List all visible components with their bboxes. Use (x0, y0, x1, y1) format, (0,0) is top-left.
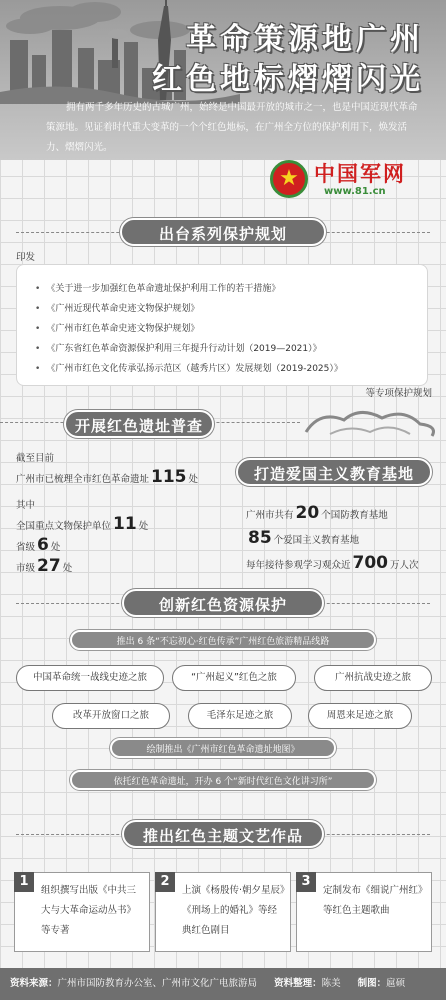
survey-total-value: 115 (151, 467, 187, 487)
work-card-text: 组织撰写出版《中共三大与大革命运动丛书》等专著 (41, 885, 137, 936)
route-mao-zedong: 毛泽东足迹之旅 (188, 703, 292, 729)
compiler-label: 资料整理： (274, 978, 322, 989)
plan-item: • 《广州市红色革命史迹文物保护规划》 (35, 319, 427, 339)
plans-lead: 印发 (16, 252, 36, 263)
plan-item: • 《广州近现代革命史迹文物保护规划》 (35, 299, 427, 319)
brand-logo (264, 156, 440, 206)
work-card-text: 定制发布《细说广州红》等红色主题歌曲 (323, 885, 423, 916)
header-banner (0, 0, 446, 160)
work-card-number: 2 (155, 872, 175, 892)
survey-among: 其中 (16, 500, 36, 511)
source-label: 资料来源： (10, 978, 58, 989)
tour-lines-launch: 推出 6 条“不忘初心·红色传承”广州红色旅游精品线路 (70, 630, 376, 650)
section-title-artworks: 推出红色主题文艺作品 (122, 820, 324, 848)
plan-item: • 《广东省红色革命资源保护利用三年提升行动计划（2019—2021）》 (35, 339, 427, 359)
work-card-plays (155, 872, 291, 952)
route-zhou-enlai: 周恩来足迹之旅 (308, 703, 412, 729)
compiler-text: 陈美 (321, 978, 341, 989)
section-title-survey: 开展红色遗址普查 (64, 410, 214, 438)
cloud-ornament-icon (300, 404, 440, 444)
work-card-songs (296, 872, 432, 952)
star-emblem-icon: ★ (270, 160, 308, 198)
work-card-text: 上演《杨殷传·朝夕星辰》《刑场上的婚礼》等经典红色剧目 (182, 885, 285, 936)
source-text: 广州市国防教育办公室、广州市文化广电旅游局 (57, 978, 258, 989)
section-title-plans: 出台系列保护规划 (120, 218, 326, 246)
survey-city: 市级 27 处 (16, 556, 73, 576)
plans-list (16, 264, 428, 386)
brand-url: www.81.cn (324, 186, 386, 197)
page-title-line-2: 红色地标熠熠闪光 (152, 62, 424, 97)
route-united-front: 中国革命统一战线史迹之旅 (16, 665, 164, 691)
plans-tail: 等专项保护规划 (365, 388, 432, 399)
work-card-number: 1 (14, 872, 34, 892)
survey-as-of: 截至目前 (16, 453, 55, 464)
work-card-books (14, 872, 150, 952)
defense-bases: 广州市共有 20 个国防教育基地 (246, 503, 388, 523)
survey-total: 广州市已梳理全市红色革命遗址 115 处 (16, 467, 199, 487)
lecture-halls: 依托红色革命遗址，开办 6 个“新时代红色文化讲习所” (70, 770, 376, 790)
red-sites-map: 绘制推出《广州市红色革命遗址地图》 (110, 738, 336, 758)
survey-national: 全国重点文物保护单位 11 处 (16, 514, 149, 534)
patriotic-bases: 85 个爱国主义教育基地 (248, 528, 360, 548)
work-card-number: 3 (296, 872, 316, 892)
brand-name: 中国军网 (314, 162, 406, 186)
plan-item: • 《广州市红色文化传承弘扬示范区（越秀片区）发展规划（2019-2025）》 (35, 359, 427, 379)
route-reform-opening: 改革开放窗口之旅 (52, 703, 170, 729)
maker-text: 扈硕 (386, 978, 406, 989)
maker-label: 制图： (357, 978, 387, 989)
credits-footer (0, 968, 446, 1000)
route-guangzhou-uprising: “广州起义”红色之旅 (172, 665, 296, 691)
plan-item: • 《关于进一步加强红色革命遗址保护利用工作的若干措施》 (35, 279, 427, 299)
survey-stats (16, 450, 198, 578)
education-stats (246, 504, 419, 575)
intro-paragraph: 拥有两千多年历史的古城广州，始终是中国最开放的城市之一，也是中国近现代革命策源地。见证着时代重大变革的一个个红色地标，在广州全方位的保护利用下，焕发活力、熠熠闪光。 (46, 102, 418, 153)
route-anti-japanese: 广州抗战史迹之旅 (314, 665, 432, 691)
annual-visitors: 每年接待参观学习观众近 700 万人次 (246, 553, 419, 573)
page-title-line-1: 革命策源地广州 (186, 22, 424, 57)
section-title-education-base: 打造爱国主义教育基地 (236, 458, 432, 486)
survey-provincial: 省级 6 处 (16, 535, 61, 555)
section-title-resources: 创新红色资源保护 (122, 589, 324, 617)
